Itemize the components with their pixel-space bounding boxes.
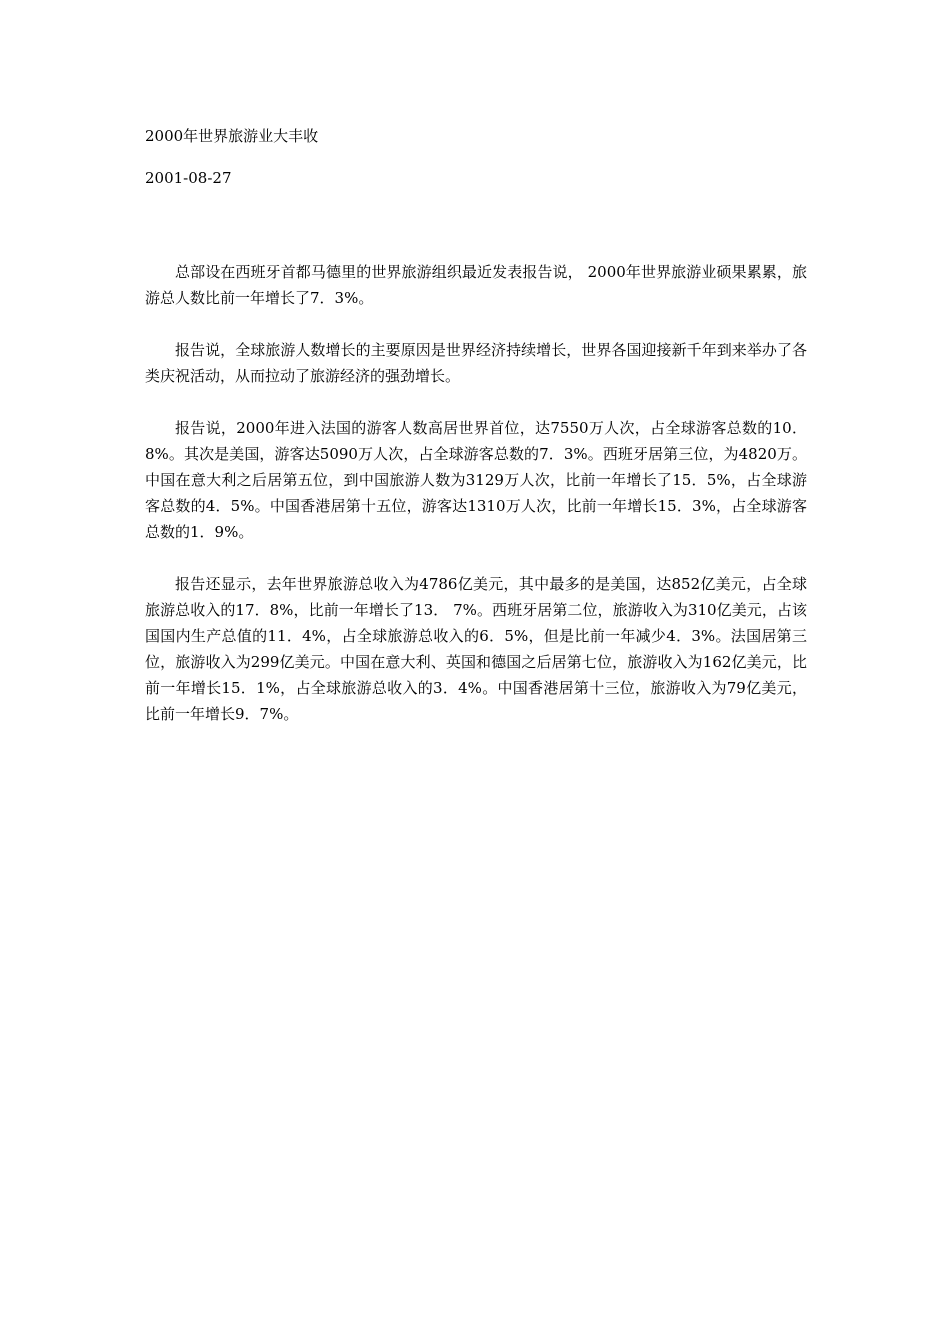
document-body: [145, 259, 807, 727]
document-content: [145, 124, 807, 753]
document-date: 2001-08-27: [145, 169, 232, 187]
paragraph-1: 总部设在西班牙首都马德里的世界旅游组织最近发表报告说， 2000年世界旅游业硕果累累，旅游总人数比前一年增长了7．3%。: [145, 263, 807, 307]
paragraph-3: 报告说，2000年进入法国的游客人数高居世界首位，达7550万人次，占全球游客总数的10．8%。其次是美国，游客达5090万人次，占全球游客总数的7．3%。西班牙居第三位，为4820万。中国在意大利之后居第五位，到中国旅游人数为3129万人次，比前一年增长了15．5%，占全球游客总数的4．5%。中国香港居第十五位，游客达1310万人次，比前一年增长15．3%，占全球游客总数的1．9%。: [145, 419, 807, 541]
document-title: 2000年世界旅游业大丰收: [145, 127, 319, 145]
paragraph-4: 报告还显示，去年世界旅游总收入为4786亿美元，其中最多的是美国，达852亿美元，占全球旅游总收入的17．8%，比前一年增长了13． 7%。西班牙居第二位，旅游收入为310亿美元，占该国国内生产总值的11．4%，占全球旅游总收入的6．5%，但是比前一年减少4．3%。法国居第三位，旅游收入为299亿美元。中国在意大利、英国和德国之后居第七位，旅游收入为162亿美元，比前一年增长15．1%，占全球旅游总收入的3．4%。中国香港居第十三位，旅游收入为79亿美元，比前一年增长9．7%。: [145, 575, 807, 723]
paragraph-2: 报告说，全球旅游人数增长的主要原因是世界经济持续增长，世界各国迎接新千年到来举办了各类庆祝活动，从而拉动了旅游经济的强劲增长。: [145, 341, 807, 385]
